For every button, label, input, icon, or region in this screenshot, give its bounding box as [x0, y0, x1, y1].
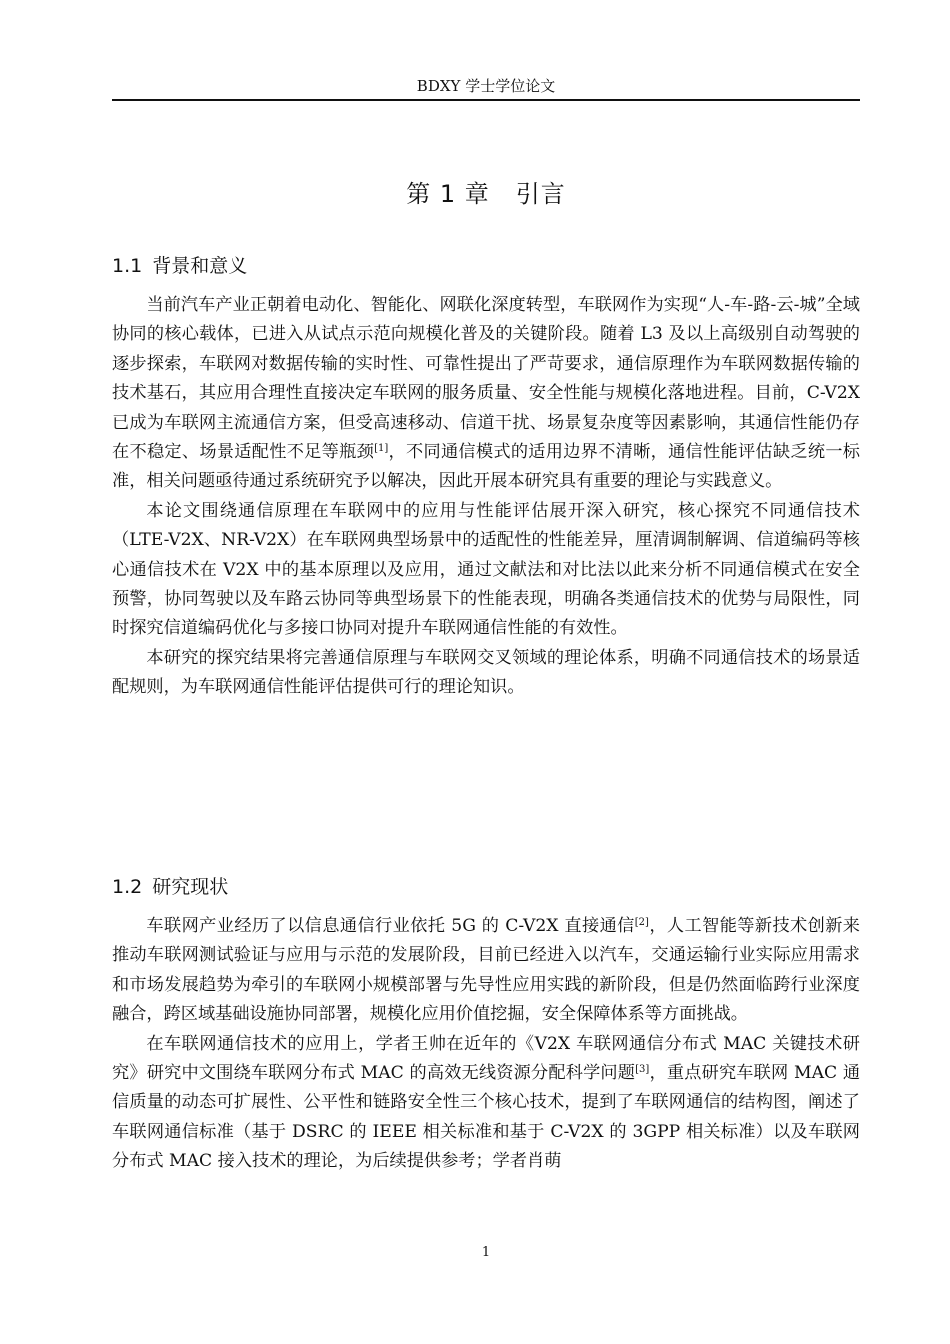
section-body-background — [112, 291, 860, 703]
paragraph: 在车联网通信技术的应用上，学者王帅在近年的《V2X 车联网通信分布式 MAC 关键技术研究》研究中文围绕车联网分布式 MAC 的高效无线资源分配科学问题[3]，重点研究车联网 MAC 通信质量的动态可扩展性、公平性和链路安全性三个核心技术，提到了车联网通信的结构图，阐述了车联网通信标准（基于 DSRC 的 IEEE 相关标准和基于 C-V2X 的 3GPP 相关标准）以及车联网分布式 MAC 接入技术的理论，为后续提供参考；学者肖萌 — [112, 1033, 861, 1172]
citation[interactable]: [2] — [634, 917, 649, 928]
chapter-name: 引言 — [515, 180, 566, 208]
section-number: 1.1 — [112, 255, 143, 277]
section-heading-background — [112, 252, 860, 280]
running-header: BDXY 学士学位论文 — [416, 77, 556, 95]
chapter-title — [112, 177, 860, 211]
page-number: 1 — [481, 1245, 491, 1260]
section-heading-status — [112, 873, 860, 901]
paragraph: 车联网产业经历了以信息通信行业依托 5G 的 C-V2X 直接通信[2]，人工智能等新技术创新来推动车联网测试验证与应用与示范的发展阶段，目前已经进入以汽车，交通运输行业实际应用需求和市场发展趋势为牵引的车联网小规模部署与先导性应用实践的新阶段，但是仍然面临跨行业深度融合，跨区域基础设施协同部署，规模化应用价值挖掘，安全保障体系等方面挑战。 — [112, 916, 860, 1025]
section-number: 1.2 — [112, 876, 143, 898]
section-title: 研究现状 — [152, 876, 229, 898]
paragraph: 本论文围绕通信原理在车联网中的应用与性能评估展开深入研究，核心探究不同通信技术（LTE-V2X、NR-V2X）在车联网典型场景中的适配性的性能差异，厘清调制解调、信道编码等核心通信技术在 V2X 中的基本原理以及应用，通过文献法和对比法以此来分析不同通信模式在安全预警，协同驾驶以及车路云协同等典型场景下的性能表现，明确各类通信技术的优势与局限性，同时探究信道编码优化与多接口协同对提升车联网通信性能的有效性。 — [112, 500, 860, 639]
paragraph: 当前汽车产业正朝着电动化、智能化、网联化深度转型，车联网作为实现“人-车-路-云-城”全域协同的核心载体，已进入从试点示范向规模化普及的关键阶段。随着 L3 及以上高级别自动驾驶的逐步探索，车联网对数据传输的实时性、可靠性提出了严苛要求，通信原理作为车联网数据传输的技术基石，其应用合理性直接决定车联网的服务质量、安全性能与规模化落地进程。目前，C-V2X 已成为车联网主流通信方案，但受高速移动、信道干扰、场景复杂度等因素影响，其通信性能仍存在不稳定、场景适配性不足等瓶颈[1]，不同通信模式的适用边界不清晰，通信性能评估缺乏统一标准，相关问题亟待通过系统研究予以解决，因此开展本研究具有重要的理论与实践意义。 — [112, 295, 860, 492]
paragraph: 本研究的探究结果将完善通信原理与车联网交叉领域的理论体系，明确不同通信技术的场景适配规则，为车联网通信性能评估提供可行的理论知识。 — [112, 647, 860, 698]
citation[interactable]: [3] — [635, 1064, 650, 1076]
chapter-number: 第 1 章 — [406, 180, 490, 208]
header-rule — [112, 99, 860, 101]
citation[interactable]: [1] — [374, 443, 389, 455]
section-title: 背景和意义 — [152, 255, 248, 277]
section-body-status — [112, 912, 860, 1177]
